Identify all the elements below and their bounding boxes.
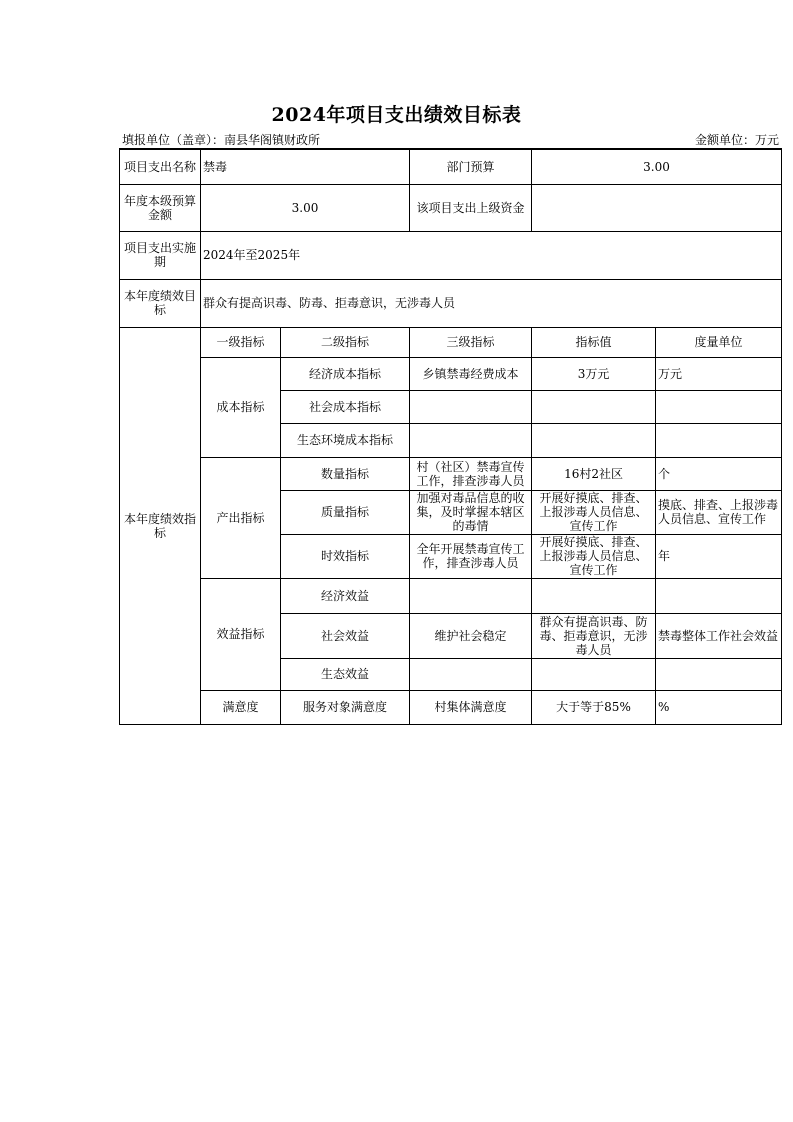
- row-level3: [410, 658, 532, 690]
- header-level2: 二级指标: [281, 327, 410, 357]
- group-output: 产出指标: [201, 457, 281, 578]
- header-level3: 三级指标: [410, 327, 532, 357]
- header-level1: 一级指标: [201, 327, 281, 357]
- header-value: 指标值: [532, 327, 656, 357]
- annual-goal-label: 本年度绩效目标: [120, 279, 201, 327]
- row-unit: [656, 658, 782, 690]
- reporting-unit: 填报单位（盖章）：南县华阁镇财政所: [122, 133, 321, 147]
- annual-budget-label: 年度本级预算金额: [120, 184, 201, 231]
- row-level2: 社会效益: [281, 613, 410, 658]
- indicator-section-label: 本年度绩效指标: [120, 327, 201, 724]
- project-name-value: 禁毒: [201, 149, 410, 184]
- row-level3: 维护社会稳定: [410, 613, 532, 658]
- row-value: 开展好摸底、排查、上报涉毒人员信息、宣传工作: [532, 534, 656, 578]
- dept-budget-value: 3.00: [532, 149, 782, 184]
- header-unit: 度量单位: [656, 327, 782, 357]
- group-benefit: 效益指标: [201, 578, 281, 690]
- row-value: 大于等于85%: [532, 690, 656, 724]
- row-value: [532, 658, 656, 690]
- row-value: [532, 423, 656, 457]
- row-value: 3万元: [532, 357, 656, 390]
- row-level2: 经济效益: [281, 578, 410, 613]
- row-value: [532, 578, 656, 613]
- row-unit: [656, 578, 782, 613]
- row-level2: 时效指标: [281, 534, 410, 578]
- row-level3: 乡镇禁毒经费成本: [410, 357, 532, 390]
- annual-goal-value: 群众有提高识毒、防毒、拒毒意识，无涉毒人员: [201, 279, 782, 327]
- row-level3: [410, 578, 532, 613]
- dept-budget-label: 部门预算: [410, 149, 532, 184]
- row-unit: %: [656, 690, 782, 724]
- annual-budget-value: 3.00: [201, 184, 410, 231]
- amount-unit: 金额单位：万元: [694, 133, 779, 147]
- performance-target-table: [119, 148, 782, 725]
- page-title: 2024年项目支出绩效目标表: [271, 104, 522, 126]
- row-level3: 村（社区）禁毒宣传工作，排查涉毒人员: [410, 457, 532, 490]
- row-unit: 万元: [656, 357, 782, 390]
- row-level3: [410, 390, 532, 423]
- period-value: 2024年至2025年: [201, 231, 782, 279]
- row-unit: 年: [656, 534, 782, 578]
- superior-funds-label: 该项目支出上级资金: [410, 184, 532, 231]
- row-level2: 质量指标: [281, 490, 410, 534]
- row-unit: 个: [656, 457, 782, 490]
- row-level2: 服务对象满意度: [281, 690, 410, 724]
- row-value: 16村2社区: [532, 457, 656, 490]
- row-unit: 摸底、排查、上报涉毒人员信息、宣传工作: [656, 490, 782, 534]
- superior-funds-value: [532, 184, 782, 231]
- row-unit: [656, 423, 782, 457]
- row-level2: 生态效益: [281, 658, 410, 690]
- row-value: 开展好摸底、排查、上报涉毒人员信息、宣传工作: [532, 490, 656, 534]
- row-level2: 经济成本指标: [281, 357, 410, 390]
- row-level2: 数量指标: [281, 457, 410, 490]
- row-unit: [656, 390, 782, 423]
- group-cost: 成本指标: [201, 357, 281, 457]
- row-level3: 村集体满意度: [410, 690, 532, 724]
- row-level3: [410, 423, 532, 457]
- group-satisfaction: 满意度: [201, 690, 281, 724]
- project-name-label: 项目支出名称: [120, 149, 201, 184]
- row-value: [532, 390, 656, 423]
- row-value: 群众有提高识毒、防毒、拒毒意识，无涉毒人员: [532, 613, 656, 658]
- row-level3: 全年开展禁毒宣传工作，排查涉毒人员: [410, 534, 532, 578]
- period-label: 项目支出实施期: [120, 231, 201, 279]
- row-level2: 生态环境成本指标: [281, 423, 410, 457]
- row-level3: 加强对毒品信息的收集，及时掌握本辖区的毒情: [410, 490, 532, 534]
- row-unit: 禁毒整体工作社会效益: [656, 613, 782, 658]
- row-level2: 社会成本指标: [281, 390, 410, 423]
